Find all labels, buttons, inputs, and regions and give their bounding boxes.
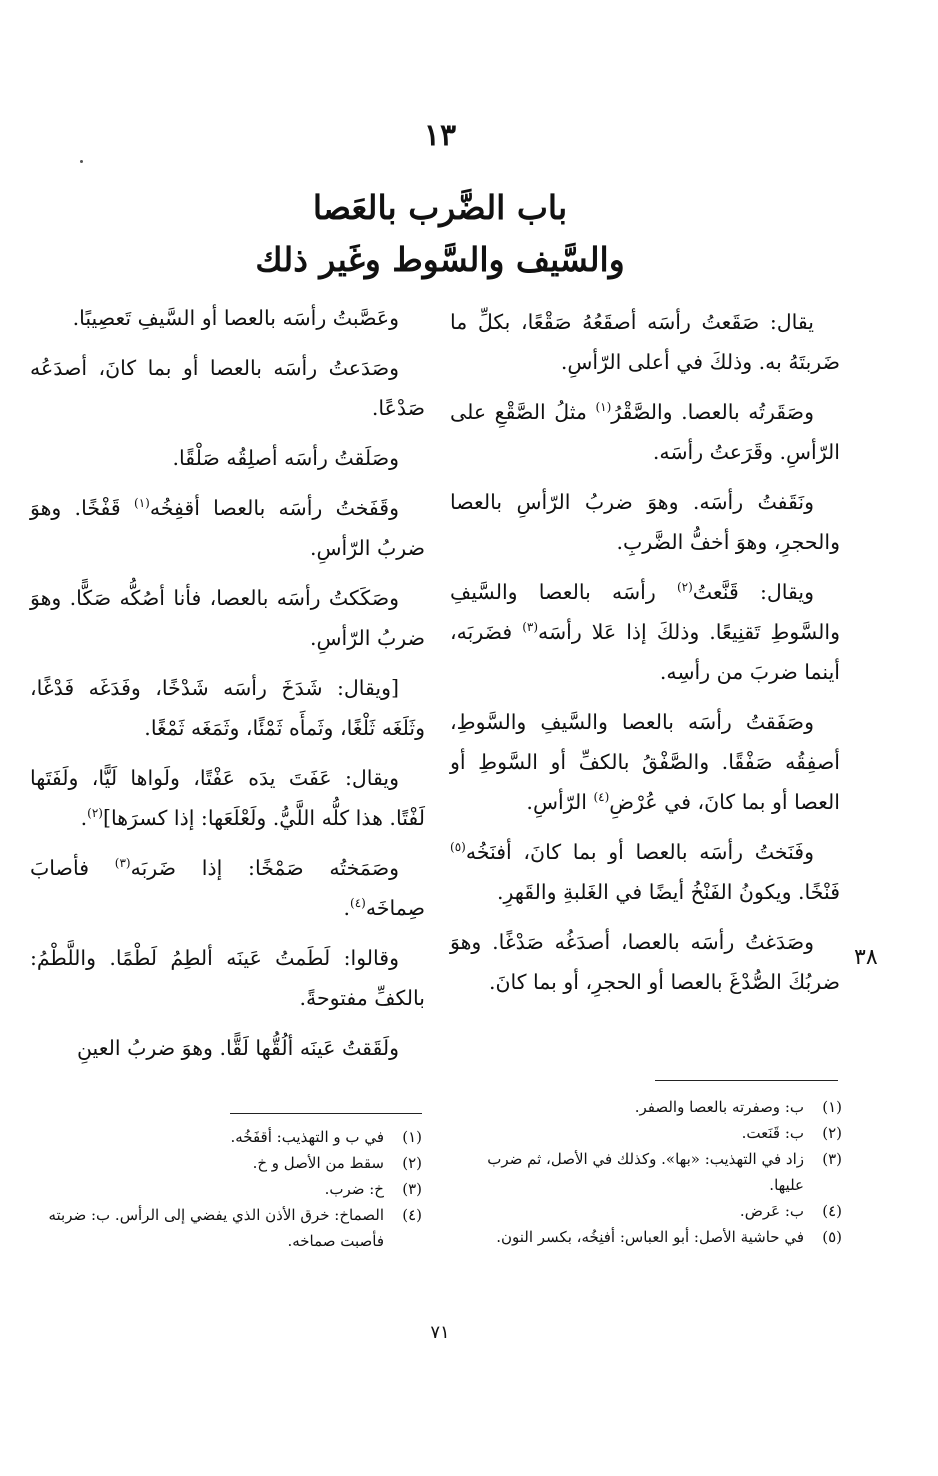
paragraph: ولَقَقتُ عَينَه ألُقُّها لَقًّا. وهوَ ضربُ العينِ (76, 1036, 399, 1060)
footnote-mark: (٣) (402, 1180, 422, 1198)
footnote-mark: (٤) (822, 1202, 842, 1220)
chapter-number: ١٣ (423, 118, 457, 153)
paragraph: وصَقَرتُه بالعصا. والصَّقْرُ$^{(١)}$ مثلُ الصَّقْعِ على الرّأسِ. وقَرَعتُ رأسَه. (450, 400, 840, 464)
paragraph: وصَكَكتُ رأسَه بالعصا، فأنا أصُكُّه صَكًّا. وهوَ ضربُ الرّأسِ. (30, 586, 425, 650)
footnote: (٤) ب: عَرض. (450, 1198, 842, 1224)
footnote-ref: (١) (134, 496, 150, 511)
right-footnotes (450, 1094, 842, 1250)
chapter-title-line-2: والسَّيف والسَّوط وغَير ذلك (255, 240, 625, 279)
right-column (450, 302, 840, 1012)
footnote: (٢) سقط من الأصل و خ. (30, 1150, 422, 1176)
footnote-ref: (١) (595, 400, 612, 415)
footnote-ref: (٤) (593, 790, 610, 805)
footnote-ref: (٥) (450, 840, 466, 855)
paragraph: يقال: صَقَعتُ رأسَه أصقَعُهُ صَقْعًا، بكلِّ ما ضَربتَهُ به. وذلكَ في أعلى الرّأسِ. (450, 310, 840, 374)
footnote-mark: (٢) (822, 1124, 842, 1142)
footnote: (١) ب: وصفرته بالعصا والصفر. (450, 1094, 842, 1120)
footnote-mark: (٣) (822, 1150, 842, 1168)
paragraph: وفَنَختُ رأسَه بالعصا أو بما كانَ، أفنَخُه$^{(٥)}$ فَنْخًا. ويكونُ الفَنْخُ أيضًا في الغَلبةِ والقَهرِ. (450, 840, 840, 904)
paragraph: وصَفَقتُ رأسَه بالعصا والسَّيفِ والسَّوطِ، أصفِقُه صَفْقًا. والصَّفْقُ بالكفِّ أو السَّوطِ أو العصا أو بما كانَ، في عُرْضِ$^{(٤)}$ الرّأسِ. (450, 710, 840, 814)
stray-mark (80, 160, 83, 163)
footnote-ref: (٣) (522, 620, 539, 635)
footnote-mark: (٤) (402, 1206, 422, 1224)
paragraph: [ويقال: شَدَخَ رأسَه شَدْخًا، وفَدَغَه فَدْغًا، وثَلَغَه ثَلْغًا، وثَمأَه ثَمْئًا، وثَمَغَه ثَمْغًا. (30, 676, 425, 740)
paragraph: وقالوا: لَطَمتُ عَينَه ألطِمُ لَطْمًا. واللَّطْمُ: بالكفِّ مفتوحةً. (30, 946, 425, 1010)
chapter-title-line-1: باب الضَّرب بالعَصا (312, 188, 568, 227)
footnote: (٥) في حاشية الأصل: أبو العباس: أفنِخُه، بكسر النون. (450, 1224, 842, 1250)
page-number: ٧١ (430, 1322, 450, 1343)
margin-number: ٣٨ (854, 945, 878, 970)
footnote: (١) في ب و التهذيب: أقفَخُه. (30, 1124, 422, 1150)
footnote: (٣) زاد في التهذيب: «بها». وكذلك في الأصل، ثم ضرب عليها. (450, 1146, 842, 1198)
left-footnotes (30, 1124, 422, 1254)
paragraph: ويقال: عَفَتَ يدَه عَفْتًا، ولَواها لَيًّا، ولَفَتَها لَفْتًا. هذا كلُّه اللَّيُّ. ولَعْلَعَها: إذا كسرَها]$^{(٢)}$. (30, 766, 425, 830)
footnote: (٢) ب: قَنَعت. (450, 1120, 842, 1146)
paragraph: ويقال: قَنَّعتُ$^{(٢)}$ رأسَه بالعصا والسَّيفِ والسَّوطِ تَقنِيعًا. وذلكَ إذا عَلا رأسَه$^{(٣)}$ فضَربَه، أينما ضربَ من رأسِه. (450, 580, 840, 684)
paragraph: وصَدَعتُ رأسَه بالعصا أو بما كانَ، أصدَعُه صَدْعًا. (30, 356, 425, 420)
footnote-mark: (١) (402, 1128, 422, 1146)
footnote-ref: (٤) (350, 896, 366, 911)
footnote-mark: (١) (822, 1098, 842, 1116)
footnote-divider (655, 1080, 838, 1081)
paragraph: ونَقَفتُ رأسَه. وهوَ ضربُ الرّأسِ بالعصا والحجرِ، وهوَ أخفُّ الضَّربِ. (450, 490, 840, 554)
footnote: (٣) خ: ضرب. (30, 1176, 422, 1202)
paragraph: وصَلَقتُ رأسَه أصلِقُه صَلْقًا. (172, 446, 399, 470)
left-column (30, 298, 425, 1078)
footnote-mark: (٥) (822, 1228, 842, 1246)
footnote-ref: (٢) (87, 806, 103, 821)
footnote: (٤) الصماخ: خرق الأذن الذي يفضي إلى الرأس. ب: ضربته فأصبت صماخه. (30, 1202, 422, 1254)
paragraph: وعَصَّبتُ رأسَه بالعصا أو السَّيفِ تَعصِيبًا. (72, 306, 399, 330)
paragraph: وصَمَختُه صَمْخًا: إذا ضَربَه$^{(٣)}$ فأصابَ صِماخَه$^{(٤)}$. (30, 856, 425, 920)
paragraph: وقَفَختُ رأسَه بالعصا أقفِخُه$^{(١)}$ قَفْخًا. وهوَ ضربُ الرّأسِ. (30, 496, 425, 560)
footnote-ref: (٣) (114, 856, 131, 871)
footnote-mark: (٢) (402, 1154, 422, 1172)
footnote-ref: (٢) (676, 580, 693, 595)
paragraph: وصَدَغتُ رأسَه بالعصا، أصدَغُه صَدْغًا. وهوَ ضربُكَ الصُّدْغَ بالعصا أو الحجرِ، أو بما كانَ. (450, 930, 840, 994)
footnote-divider (230, 1113, 422, 1114)
